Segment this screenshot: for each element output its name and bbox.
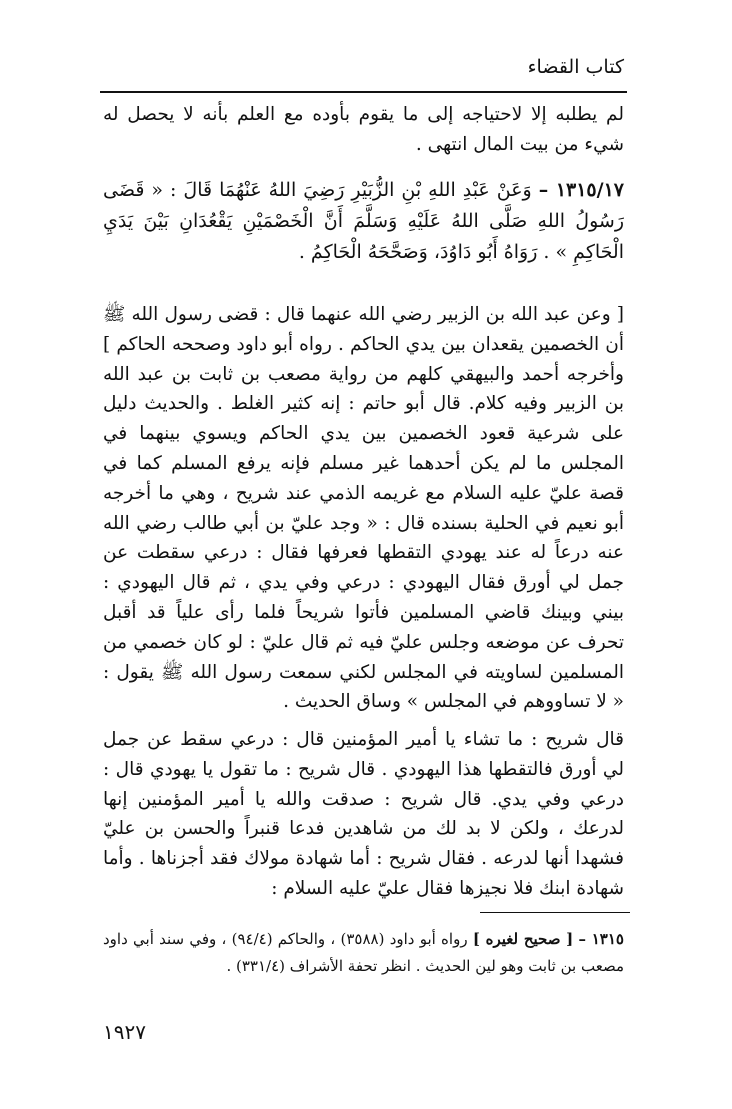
hadith-text: وَعَنْ عَبْدِ اللهِ بْنِ الزُّبَيْرِ رَضِيَ اللهُ عَنْهُمَا قَالَ : « قَضَى رَسُولُ اللهِ صَلَّى اللهُ عَلَيْهِ وَسَلَّمَ أَنَّ الْخَصْمَيْنِ يَقْعُدَانِ بَيْنَ يَدَيِ الْحَاكِمِ » . رَوَاهُ أَبُو دَاوُدَ، وَصَحَّحَهُ الْحَاكِمُ . [103,179,624,263]
intro-text: لم يطلبه إلا لاحتياجه إلى ما يقوم بأوده مع العلم بأنه لا يحصل له شيء من بيت المال انتهى . [103,104,624,155]
header-divider [100,91,627,93]
commentary-paragraph [103,300,624,717]
shurayh-paragraph [103,725,624,904]
footnote-grade: [ صحيح لغيره ] [472,930,574,948]
footnote-text: رواه أبو داود (٣٥٨٨) ، والحاكم (٩٤/٤) ، وفي سند أبي داود مصعب بن ثابت وهو لين الحديث . انظر تحفة الأشراف (٣٣١/٤) . [103,930,624,975]
commentary-text: [ وعن عبد الله بن الزبير رضي الله عنهما قال : قضى رسول الله ﷺ أن الخصمين يقعدان بين يدي الحاكم . رواه أبو داود وصححه الحاكم ] وأخرجه أحمد والبيهقي كلهم من رواية مصعب بن ثابت بن عبد الله بن الزبير وفيه كلام. قال أبو حاتم : إنه كثير الغلط . والحديث دليل على شرعية قعود الخصمين بين يدي الحاكم ويسوي بينهما في المجلس ما لم يكن أحدهما غير مسلم فإنه يرفع المسلم كما في قصة عليّ عليه السلام مع غريمه الذمي عند شريح ، وهي ما أخرجه أبو نعيم في الحلية بسنده قال : « وجد عليّ بن أبي طالب رضي الله عنه درعاً له عند يهودي التقطها فعرفها فقال : درعي سقطت عن جمل لي أورق فقال اليهودي : درعي وفي يدي ، ثم قال اليهودي : بيني وبينك قاضي المسلمين فأتوا شريحاً فلما رأى علياً قد أقبل تحرف عن موضعه وجلس عليّ فيه ثم قال عليّ : لو كان خصمي من المسلمين لساويته في المجلس لكني سمعت رسول الله ﷺ يقول : « لا تساووهم في المجلس » وساق الحديث . [103,304,624,713]
page-number: ١٩٢٧ [103,1020,146,1044]
hadith-paragraph [103,175,624,268]
intro-paragraph [103,100,624,160]
footnote [103,926,624,980]
chapter-title: كتاب القضاء [527,56,624,78]
shurayh-text: قال شريح : ما تشاء يا أمير المؤمنين قال : درعي سقط عن جمل لي أورق فالتقطها هذا اليهودي . قال شريح : ما تقول يا يهودي قال : درعي وفي يدي. قال شريح : صدقت والله يا أمير المؤمنين إنها لدرعك ، ولكن لا بد لك من شاهدين فدعا قنبراً والحسن بن عليّ فشهدا أنها لدرعه . فقال شريح : أما شهادة مولاك فقد أجزناها . وأما شهادة ابنك فلا نجيزها فقال عليّ عليه السلام : [103,729,624,899]
footnote-number: ١٣١٥ – [578,930,624,948]
hadith-number: ١٣١٥/١٧ – [538,179,624,201]
footnote-divider [480,912,630,913]
